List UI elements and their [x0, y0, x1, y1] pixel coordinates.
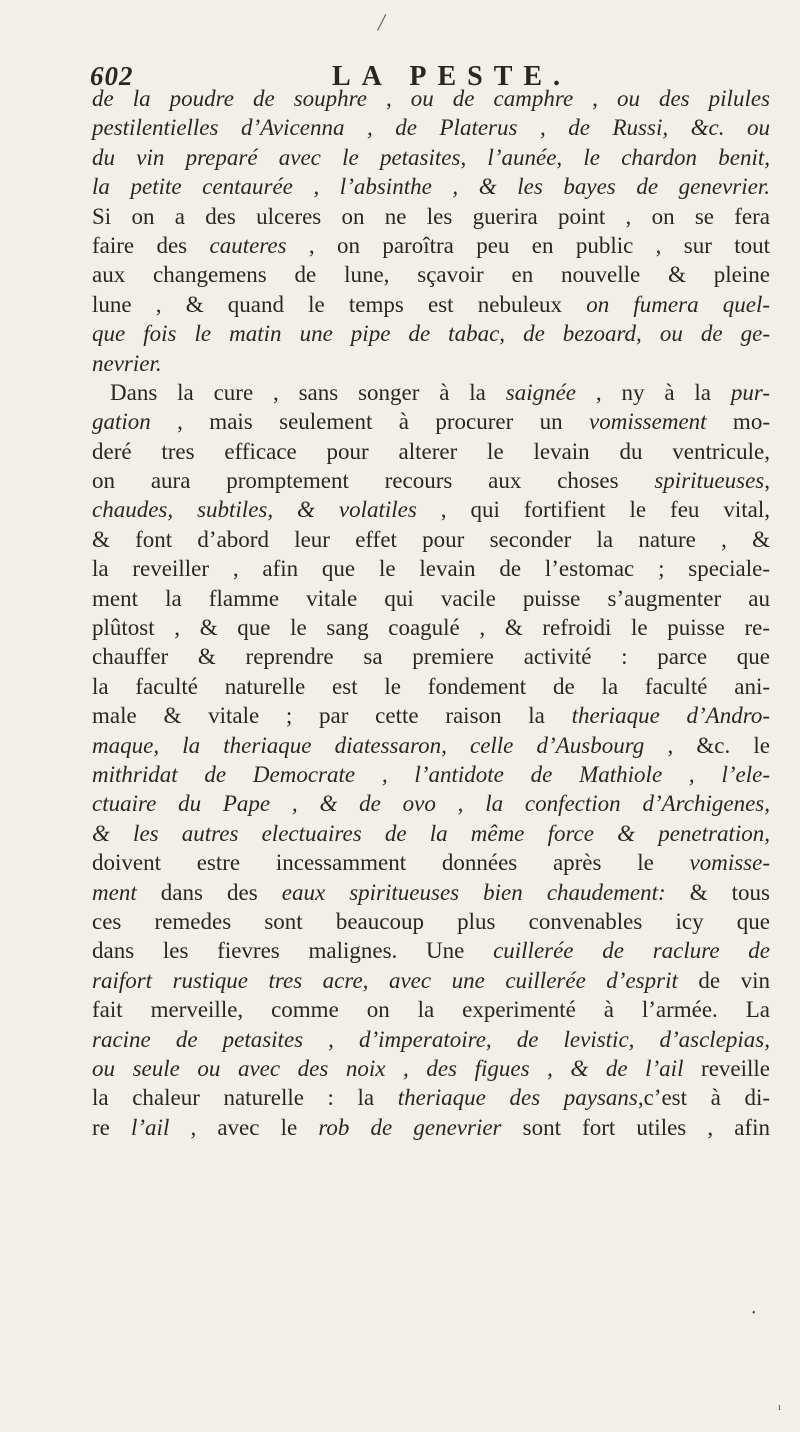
text-line-12: gation , mais seulement à procurer un vomissement mo-	[92, 409, 770, 435]
text-line-28: ment dans des eaux spiritueuses bien chaudement: & tous	[92, 879, 770, 905]
page-number: 602	[90, 61, 134, 91]
text-line-4: la petite centaurée , l’absinthe , & les bayes de genevrier.	[92, 174, 770, 200]
stray-mark: •	[752, 1308, 756, 1319]
text-line-27: doivent estre incessamment données après le vomisse-	[92, 850, 770, 876]
text-line-29: ces remedes sont beaucoup plus convenables icy que	[92, 908, 770, 934]
text-line-24: mithridat de Democrate , l’antidote de Mathiole , l’ele-	[92, 761, 770, 787]
text-line-31: raifort rustique tres acre, avec une cuillerée d’esprit de vin	[92, 967, 770, 993]
text-line-16: & font d’abord leur effet pour seconder la nature , &	[92, 526, 770, 552]
text-line-5: Si on a des ulceres on ne les guerira point , on se fera	[92, 203, 770, 229]
text-line-14: on aura promptement recours aux choses spiritueuses,	[92, 468, 770, 494]
text-line-26: & les autres electuaires de la même force & penetration,	[92, 820, 770, 846]
text-line-34: ou seule ou avec des noix , des figues , & de l’ail reveille	[92, 1055, 770, 1081]
text-line-17: la reveiller , afin que le levain de l’estomac ; speciale-	[92, 556, 770, 582]
stray-mark-bottom: ı	[778, 1402, 781, 1413]
text-line-32: fait merveille, comme on la experimenté à l’armée. La	[92, 997, 770, 1023]
text-line-1: de la poudre de souphre , ou de camphre , ou des pilules	[92, 86, 770, 111]
text-line-6: faire des cauteres , on paroîtra peu en public , sur tout	[92, 232, 770, 258]
text-line-19: plûtost , & que le sang coagulé , & refroidi le puisse re-	[92, 615, 770, 641]
text-line-22: male & vitale ; par cette raison la theriaque d’Andro-	[92, 703, 770, 729]
text-line-35: la chaleur naturelle : la theriaque des paysans,c’est à di-	[92, 1085, 770, 1111]
stray-top-mark: /	[376, 7, 388, 38]
body-text	[92, 84, 770, 1142]
text-line-33: racine de petasites , d’imperatoire, de levistic, d’asclepias,	[92, 1026, 770, 1052]
text-line-7: aux changemens de lune, sçavoir en nouvelle & pleine	[92, 262, 770, 288]
text-line-36: re l’ail , avec le rob de genevrier sont fort utiles , afin	[92, 1114, 770, 1140]
text-line-30: dans les fievres malignes. Une cuillerée de raclure de	[92, 938, 770, 964]
text-line-23: maque, la theriaque diatessaron, celle d’Ausbourg , &c. le	[92, 732, 770, 758]
text-line-10: nevrier.	[92, 350, 162, 376]
running-title: LA PESTE.	[332, 61, 572, 92]
text-line-21: la faculté naturelle est le fondement de la faculté ani-	[92, 673, 770, 699]
text-line-2: pestilentielles d’Avicenna , de Platerus , de Russi, &c. ou	[92, 115, 770, 141]
text-line-20: chauffer & reprendre sa premiere activité : parce que	[92, 644, 770, 670]
text-line-13: deré tres efficace pour alterer le levain du ventricule,	[92, 438, 770, 464]
text-line-3: du vin preparé avec le petasites, l’aunée, le chardon benit,	[92, 144, 770, 170]
text-line-9: que fois le matin une pipe de tabac, de bezoard, ou de ge-	[92, 321, 770, 347]
text-line-11: Dans la cure , sans songer à la saignée , ny à la pur-	[110, 379, 770, 405]
text-line-25: ctuaire du Pape , & de ovo , la confection d’Archigenes,	[92, 791, 770, 817]
text-line-18: ment la flamme vitale qui vacile puisse s’augmenter au	[92, 585, 770, 611]
text-line-15: chaudes, subtiles, & volatiles , qui fortifient le feu vital,	[92, 497, 771, 523]
text-line-8: lune , & quand le temps est nebuleux on fumera quel-	[92, 291, 770, 317]
